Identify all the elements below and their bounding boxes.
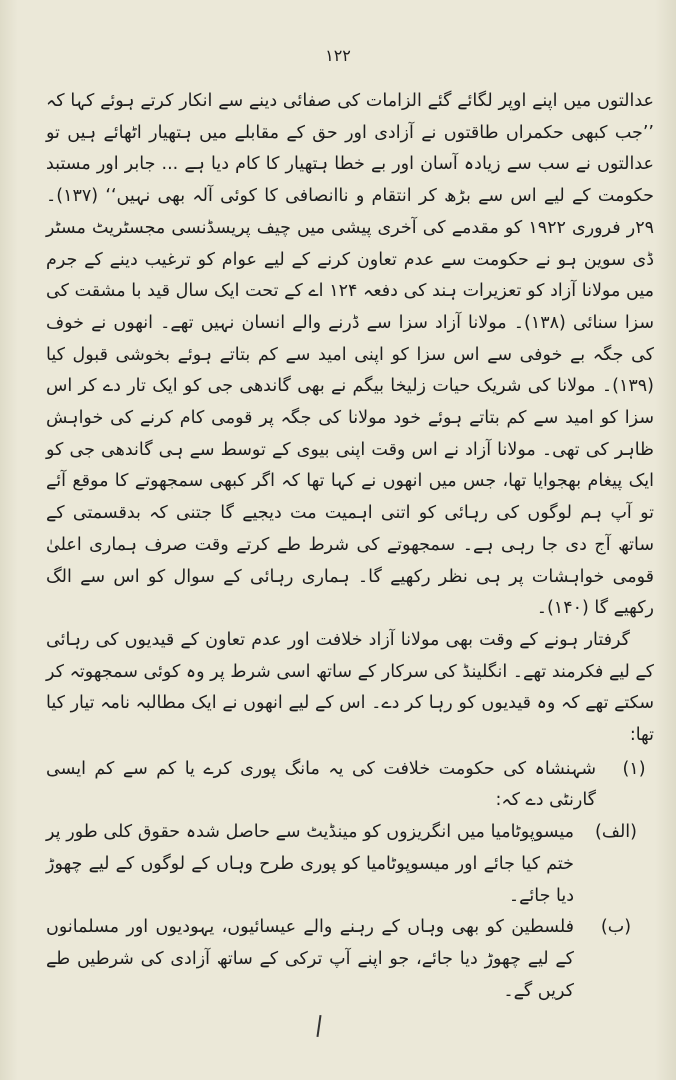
paragraph: عدالتوں میں اپنے اوپر لگائے گئے الزامات کی صفائی دینے سے انکار کرتے ہوئے کہا کہ ’’جب کبھی حکمراں طاقتوں نے آزادی اور حق کے مقابلے میں ہتھیار اٹھائے ہیں تو عدالتوں نے سب سے زیادہ آسان اور بے خطا ہتھیار کا کام دیا ہے ... جابر اور مستبد حکومت کے لیے اس سے بڑھ کر انتقام و ناانصافی کا کوئی آلہ بھی نہیں‘‘ (۱۳۷)۔ ۲۹ر فروری ۱۹۲۲ کو مقدمے کی آخری پیشی میں چیف پریسڈنسی مجسٹریٹ مسٹر ڈی سوین ہو نے حکومت سے عدم تعاون کرنے کے لیے عوام کو ترغیب دینے کے جرم میں مولانا آزاد کو تعزیرات ہند کی دفعہ ۱۲۴ اے کے تحت ایک سال قید با مشقت کی سزا سنائی (۱۳۸)۔ مولانا آزاد سزا سے ڈرنے والے انسان نہیں تھے۔ انھوں نے خوف کی جگہ بے خوفی سے اس سزا کو اپنی امید سے کم بتاتے ہوئے بخوشی قبول کیا (۱۳۹)۔ مولانا کی شریک حیات زلیخا بیگم نے بھی گاندھی جی کو ایک تار دے کر اس سزا کو امید سے کم بتاتے ہوئے خود مولانا کی جگہ پر قومی کام کرنے کی خواہش ظاہر کی تھی۔ مولانا آزاد نے اس وقت اپنی بیوی کے توسط سے ہی گاندھی جی کو ایک پیغام بھجوایا تھا، جس میں انھوں نے کہا تھا کہ اگر کبھی سمجھوتے کا موقع آئے تو آپ ہم لوگوں کی رہائی کو اتنی اہمیت مت دیجیے گا جتنی کہ بدقسمتی کے ساتھ آج دی جا رہی ہے۔ سمجھوتے کی شرط طے کرتے وقت صرف ہماری اعلیٰ قومی خواہشات پر ہی نظر رکھیے گا۔ ہماری رہائی کے سوال کو اس سے الگ رکھیے گا (۱۴۰)۔ xyxy=(46,91,655,619)
body-text xyxy=(46,86,654,1007)
demand-number: (۱) xyxy=(622,758,646,779)
demand-subitem xyxy=(46,912,642,1007)
demand-text: شہنشاہ کی حکومت خلافت کی یہ مانگ پوری کرے یا کم سے کم ایسی گارنٹی دے کہ: xyxy=(46,758,596,811)
subitem-text: فلسطین کو بھی وہاں کے رہنے والے عیسائیوں، یہودیوں اور مسلمانوں کے لیے چھوڑ دیا جائے، جو اپنے آپ ترکی کے ساتھ آزادی کی شرطیں طے کریں گے۔ xyxy=(46,917,574,1001)
pencil-mark xyxy=(316,1015,321,1037)
demand-item xyxy=(46,754,654,817)
demands-list xyxy=(46,754,654,1008)
paragraph: گرفتار ہونے کے وقت بھی مولانا آزاد خلافت اور عدم تعاون کے قیدیوں کی رہائی کے لیے فکرمند تھے۔ انگلینڈ کی سرکار کے ساتھ اسی شرط پر وہ کوئی سمجھوتہ کر سکتے تھے کہ وہ قیدیوں کو رہا کر دے۔ اس کے لیے انھوں نے ایک مطالبہ نامہ تیار کیا تھا: xyxy=(46,629,654,746)
subitem-text: میسوپوٹامیا میں انگریزوں کو مینڈیٹ سے حاصل شدہ حقوق کلی طور پر ختم کیا جائے اور میسوپوٹامیا کو پوری طرح وہاں کے لوگوں کے لیے چھوڑ دیا جائے۔ xyxy=(46,822,574,906)
demand-subitem xyxy=(46,817,642,912)
subitem-label: (الف) xyxy=(595,822,637,843)
page-number: ۱۲۲ xyxy=(325,46,351,65)
subitem-label: (ب) xyxy=(600,917,632,938)
